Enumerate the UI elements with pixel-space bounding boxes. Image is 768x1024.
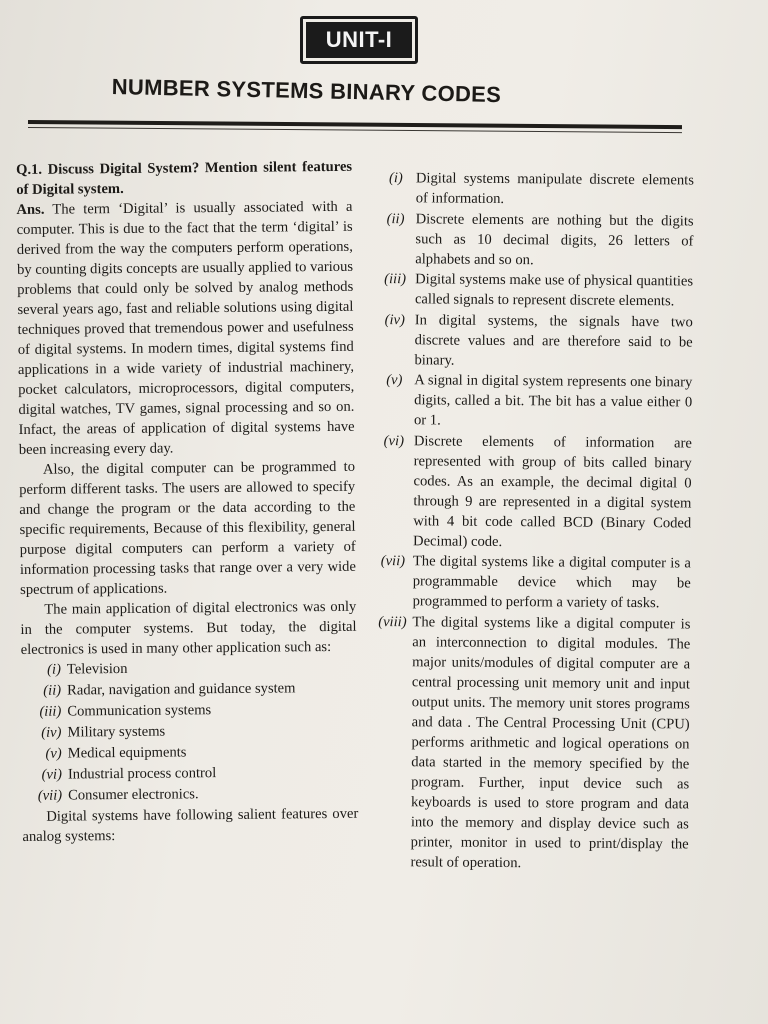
feature-text: The digital systems like a digital computer is an interconnection to digital modules. The major units/modules of digital computer are a central processing unit memory unit and input output units. The memory unit stores programs and data . The Central Processing Unit (CPU) performs arithmetic and logical operations on data started in the memory specified by the program. Further, input device such as keyboards is used to store program and data into the memory and display device such as printer, monitor in used to print/display the result of operation.: [410, 613, 691, 871]
answer-para-4: Digital systems have following salient features over analog systems:: [22, 805, 359, 845]
answer-para-1: [16, 197, 354, 460]
feature-item: [375, 208, 693, 270]
list-item-number: (vii): [37, 787, 63, 804]
feature-text: A signal in digital system represents one binary digits, called a bit. The bit has a value either 0 or 1.: [413, 372, 693, 429]
feature-text: Discrete elements are nothing but the digits such as 10 decimal digits, 26 letters of alphabets and so on.: [415, 210, 694, 268]
feature-number: (i): [388, 170, 403, 187]
feature-number: (vi): [383, 432, 405, 449]
answer-para-1-text: The term ‘Digital’ is usually associated with a computer. This is due to the fact that the term ‘digital’ is derived from the way the computers perform operations, by counting digits concepts are usually applied to various problems that could only be solved by analog methods several years ago, fast and reliable solutions using digital techniques proved that tremendous power and usefulness of digital systems. In modern times, digital systems find applications in a wide variety of industrial machinery, pocket calculators, microprocessors, digital computers, digital watches, TV games, signal processing and so on. Infact, the areas of application of digital systems have been increasing every day.: [16, 198, 355, 458]
answer-label: Ans.: [16, 201, 45, 218]
feature-text: Discrete elements of information are represented with group of bits called binary codes. As an example, the decimal digital 0 through 9 are represented in a digital system with 4 bit code called BCD (Binary Coded Decimal) code.: [413, 432, 692, 550]
feature-item: [370, 611, 690, 873]
feature-text: Digital systems manipulate discrete elements of information.: [415, 170, 694, 208]
feature-text: In digital systems, the signals have two discrete values and are therefore said to be binary.: [414, 311, 693, 369]
unit-badge: [300, 16, 418, 64]
left-column: [16, 157, 359, 847]
list-item-text: Television: [66, 660, 128, 678]
feature-number: (iv): [384, 311, 405, 328]
feature-text: Digital systems make use of physical quantities called signals to represent discrete elements.: [414, 271, 694, 310]
unit-label: UNIT-I: [306, 22, 412, 58]
list-item-text: Radar, navigation and guidance system: [67, 680, 296, 699]
feature-item: [374, 370, 692, 432]
feature-item: [374, 309, 692, 371]
question-text: Discuss Digital System? Mention silent features of Digital system.: [16, 158, 353, 198]
list-item-text: Medical equipments: [67, 744, 187, 762]
chapter-title: NUMBER SYSTEMS BINARY CODES: [111, 74, 502, 108]
feature-number: (iii): [384, 271, 407, 288]
list-item-text: Industrial process control: [67, 765, 217, 783]
list-item-number: (vi): [41, 766, 62, 783]
feature-number: (v): [386, 372, 403, 389]
feature-item: [376, 168, 694, 210]
feature-text: The digital systems like a digital computer is a programmable device which may be programmed to perform a variety of tasks.: [412, 553, 691, 612]
applications-list: [21, 657, 358, 807]
list-item-number: (iii): [39, 703, 62, 720]
list-item-text: Military systems: [67, 723, 166, 741]
feature-number: (ii): [386, 210, 405, 227]
list-item-number: (i): [47, 661, 61, 678]
feature-number: (viii): [378, 613, 407, 630]
right-column: [370, 168, 694, 874]
features-list: [370, 168, 694, 874]
list-item-number: (iv): [41, 724, 62, 741]
list-item-number: (ii): [43, 682, 62, 699]
answer-para-2: Also, the digital computer can be programmed to perform different tasks. The users are allowed to specify and change the program or the data according to the specific requirements, Because of this flexibility, general purpose digital computers can perform a variety of information processing tasks that range over a very wide spectrum of applications.: [19, 458, 356, 598]
feature-item: [373, 551, 691, 613]
list-item-text: Communication systems: [67, 702, 212, 720]
question: [16, 157, 352, 200]
feature-item: [375, 269, 693, 311]
list-item-text: Consumer electronics.: [68, 786, 199, 804]
answer-para-3: The main application of digital electronics was only in the computer systems. But today, the digital electronics is used in many other application such as:: [20, 598, 357, 658]
question-label: Q.1.: [16, 161, 43, 178]
feature-item: [373, 430, 692, 552]
feature-number: (vii): [380, 553, 406, 570]
list-item-number: (v): [45, 745, 62, 762]
